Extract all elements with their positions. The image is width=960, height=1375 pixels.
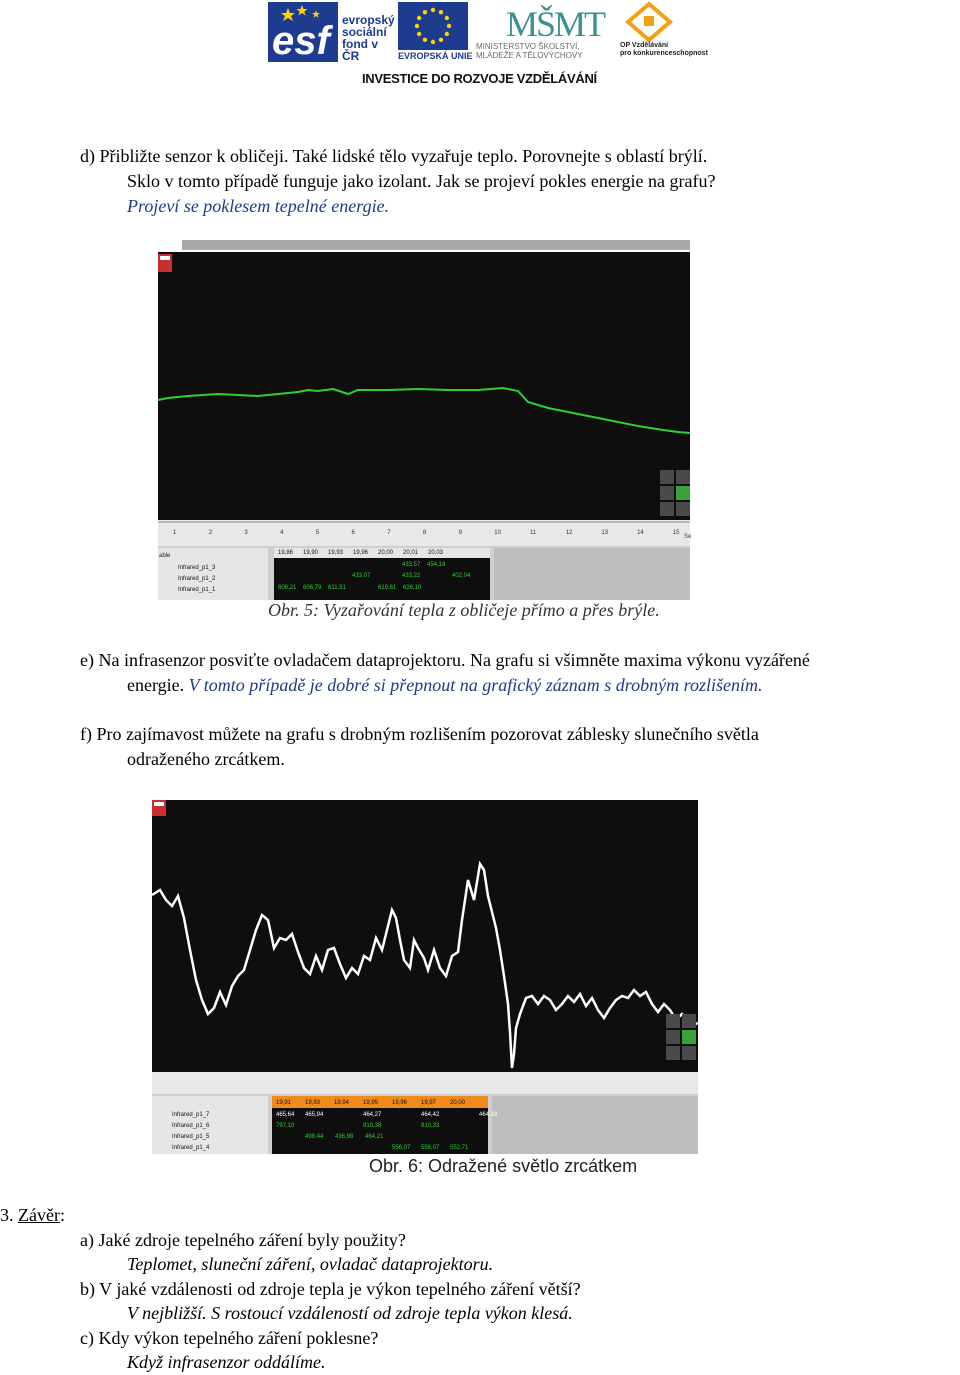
sensor-name: Infrared_p1_4 — [172, 1145, 210, 1151]
op-text-1: OP Vzdělávání — [620, 42, 669, 49]
eu-star — [415, 24, 419, 28]
esf-text-2: sociální — [342, 25, 387, 39]
eu-star — [445, 32, 449, 36]
time-cell: 20,01 — [403, 550, 419, 556]
value-cell: 433,57 — [402, 562, 421, 568]
op-text-2: pro konkurenceschopnost — [620, 50, 708, 57]
msmt-logo — [476, 0, 606, 62]
time-cell: 19,94 — [334, 1100, 350, 1106]
answer-c: Když infrasenzor oddálíme. — [127, 1352, 326, 1372]
axis-tick-label: 5 — [315, 530, 320, 536]
time-cell: 19,97 — [421, 1100, 437, 1106]
question-a: a) Jaké zdroje tepelného záření byly použity? — [80, 1230, 406, 1250]
eu-star — [417, 16, 421, 20]
value-cell: 498,44 — [305, 1134, 324, 1140]
value-cell: 464,27 — [363, 1112, 382, 1118]
eu-star — [439, 38, 443, 42]
eu-star — [431, 40, 435, 44]
axis-tick-label: 3 — [244, 530, 248, 536]
axis-tick-label: 13 — [601, 530, 609, 536]
time-cell: 20,03 — [428, 550, 444, 556]
axis-tick-label: 7 — [387, 530, 391, 536]
question-e-line-1: e) Na infrasenzor posviťte ovladačem dataprojektoru. Na grafu si všimněte maxima výkonu vyzářené — [80, 650, 810, 670]
time-cell: 19,90 — [303, 550, 319, 556]
table-panel-label: able — [159, 553, 171, 559]
esf-text-1: evropský — [342, 13, 395, 27]
msmt-text-1: MINISTERSTVO ŠKOLSTVÍ, — [476, 42, 580, 51]
value-cell: 464,21 — [365, 1134, 384, 1140]
time-cell: 19,91 — [276, 1100, 292, 1106]
axis-tick-label: 6 — [351, 530, 355, 536]
value-cell: 606,21 — [278, 585, 297, 591]
value-cell: 611,51 — [328, 585, 346, 591]
op-logo-mark — [624, 2, 674, 42]
eu-star — [445, 16, 449, 20]
question-f-line-2: odraženého zrcátkem. — [127, 749, 285, 769]
axis-tick-label: 8 — [422, 530, 427, 536]
axis-tick-label: 15 — [672, 530, 680, 536]
header-banner: INVESTICE DO ROZVOJE VZDĚLÁVÁNÍ — [362, 71, 597, 86]
value-cell: 465,94 — [305, 1112, 324, 1118]
conclusion-number: 3. — [0, 1205, 18, 1225]
sensor-name: Infrared_p1_7 — [172, 1112, 210, 1118]
eu-star — [417, 32, 421, 36]
value-cell: 464,18 — [479, 1112, 498, 1118]
time-cell: 19,96 — [392, 1100, 408, 1106]
answer-a: Teplomet, sluneční záření, ovladač dataprojektoru. — [127, 1254, 494, 1274]
axis-tick-label: 9 — [458, 530, 462, 536]
value-cell: 464,42 — [421, 1112, 440, 1118]
value-cell: 465,64 — [276, 1112, 295, 1118]
figure-5-graph — [158, 240, 690, 600]
conclusion-colon: : — [59, 1205, 65, 1225]
op-logo — [620, 2, 710, 62]
axis-tick-label: 1 — [173, 530, 177, 536]
figure-6-screenshot — [152, 800, 698, 1154]
sensor-name: Infrared_p1_3 — [178, 565, 216, 571]
esf-logo — [268, 2, 395, 63]
esf-text-3: fond v ČR — [342, 37, 378, 63]
eu-star — [439, 10, 443, 14]
value-cell: 433,22 — [402, 573, 421, 579]
answer-e: V tomto případě je dobré si přepnout na grafický záznam s drobným rozlišením. — [188, 675, 763, 695]
eu-star — [423, 10, 427, 14]
axis-tick-label: 12 — [565, 530, 573, 536]
eu-label: EVROPSKÁ UNIE — [398, 51, 473, 61]
value-cell: 556,07 — [421, 1145, 440, 1151]
question-c: c) Kdy výkon tepelného záření poklesne? — [80, 1328, 379, 1348]
axis-tick-label: 11 — [530, 530, 537, 536]
svg-text:esf: esf — [272, 19, 330, 63]
value-cell: 619,61 — [378, 585, 397, 591]
sensor-name: Infrared_p1_5 — [172, 1134, 210, 1140]
eu-flag-icon — [398, 2, 468, 50]
question-f-line-1: f) Pro zajímavost můžete na grafu s drobným rozlišením pozorovat záblesky slunečního světla — [80, 724, 759, 744]
time-cell: 20,00 — [378, 550, 394, 556]
sensor-name: Infrared_p1_2 — [178, 576, 216, 582]
figure-5-screenshot — [158, 240, 690, 600]
eu-star — [431, 8, 435, 12]
value-cell: 797,10 — [276, 1123, 295, 1129]
conclusion-title: Závěr — [18, 1205, 60, 1225]
answer-b: V nejbližší. S rostoucí vzdáleností od zdroje tepla výkon klesá. — [127, 1303, 573, 1323]
conclusion-heading — [0, 1203, 65, 1228]
answer-d: Projeví se poklesem tepelné energie. — [127, 196, 390, 216]
figure-5-caption: Obr. 5: Vyzařování tepla z obličeje přímo a přes brýle. — [268, 600, 660, 620]
eu-star — [423, 38, 427, 42]
eu-logo — [398, 2, 472, 62]
question-e-line-2 — [127, 673, 762, 698]
question-e-line-2-text: energie. — [127, 675, 189, 695]
time-cell: 19,95 — [363, 1100, 379, 1106]
axis-tick-label: 2 — [208, 530, 213, 536]
sensor-name: Infrared_p1_6 — [172, 1123, 210, 1129]
question-d-line-1: d) Přibližte senzor k obličeji. Také lidské tělo vyzařuje teplo. Porovnejte s oblastí brýlí. — [80, 146, 708, 166]
question-d-line-2: Sklo v tomto případě funguje jako izolant. Jak se projeví pokles energie na grafu? — [127, 171, 716, 191]
time-cell: 19,96 — [353, 550, 369, 556]
value-cell: 454,18 — [427, 562, 446, 568]
time-cell: 19,93 — [305, 1100, 321, 1106]
figure-6-caption: Obr. 6: Odražené světlo zrcátkem — [369, 1156, 638, 1176]
time-cell: 19,93 — [328, 550, 344, 556]
time-cell: 20,00 — [450, 1100, 466, 1106]
value-cell: 626,10 — [403, 585, 422, 591]
value-cell: 810,33 — [421, 1123, 440, 1129]
value-cell: 436,98 — [335, 1134, 354, 1140]
side-label: Se — [684, 534, 692, 540]
question-b: b) V jaké vzdálenosti od zdroje tepla je výkon tepelného záření větší? — [80, 1279, 581, 1299]
value-cell: 402,04 — [452, 573, 471, 579]
value-cell: 433,07 — [352, 573, 371, 579]
value-cell: 606,79 — [303, 585, 322, 591]
axis-tick-label: 10 — [494, 530, 501, 536]
eu-star — [447, 24, 451, 28]
msmt-text-2: MLÁDEŽE A TĚLOVÝCHOVY — [476, 51, 583, 60]
value-cell: 552,71 — [450, 1145, 469, 1151]
svg-text:MŠMT: MŠMT — [506, 4, 605, 44]
msmt-logo-mark — [476, 0, 606, 42]
value-cell: 810,38 — [363, 1123, 382, 1129]
axis-tick-label: 14 — [637, 530, 644, 536]
time-cell: 19,86 — [278, 550, 294, 556]
header-logos — [0, 0, 960, 95]
value-cell: 556,07 — [392, 1145, 411, 1151]
sensor-name: Infrared_p1_1 — [178, 587, 216, 593]
axis-tick-label: 4 — [280, 530, 284, 536]
